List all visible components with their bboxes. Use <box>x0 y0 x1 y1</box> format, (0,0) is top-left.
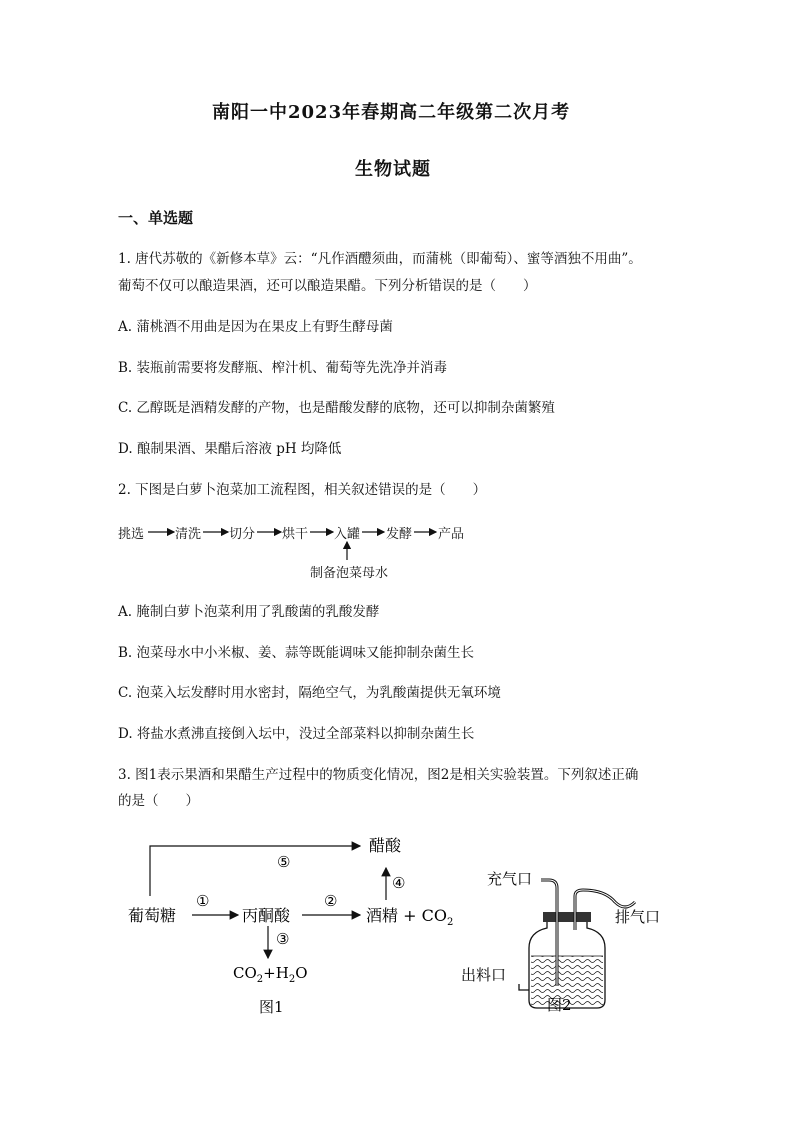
question-2-option-c[interactable]: C. 泡菜入坛发酵时用水密封，隔绝空气，为乳酸菌提供无氧环境 <box>118 685 501 701</box>
question-2-stem: 2. 下图是白萝卜泡菜加工流程图，相关叙述错误的是（ ） <box>118 482 487 498</box>
figure-2-caption: 图2 <box>547 996 572 1014</box>
label-products: $CO_2+H_2O$ <box>233 964 308 985</box>
flow-step-product: 产品 <box>438 527 465 542</box>
question-1-option-d[interactable]: D. 酿制果酒、果醋后溶液 pH 均降低 <box>118 441 342 457</box>
flow-step-ferment: 发酵 <box>386 527 413 542</box>
question-3-stem-line2: 的是（ ） <box>118 793 199 809</box>
label-acetic-acid: 醋酸 <box>369 836 402 855</box>
question-1-option-b[interactable]: B. 装瓶前需要将发酵瓶、榨汁机、葡萄等先洗净并消毒 <box>118 360 448 376</box>
question-2-option-b[interactable]: B. 泡菜母水中小米椒、姜、蒜等既能调味又能抑制杂菌生长 <box>118 645 475 661</box>
question-1-option-c[interactable]: C. 乙醇既是酒精发酵的产物，也是醋酸发酵的底物，还可以抑制杂菌繁殖 <box>118 400 555 416</box>
label-glucose: 葡萄糖 <box>128 906 177 925</box>
figure-1-metabolic-pathway <box>120 826 460 1036</box>
step-number-2: ② <box>324 892 338 910</box>
question-2-option-a[interactable]: A. 腌制白萝卜泡菜利用了乳酸菌的乳酸发酵 <box>118 604 380 620</box>
step-number-1: ① <box>196 892 210 910</box>
question-2-option-d[interactable]: D. 将盐水煮沸直接倒入坛中，没过全部菜料以抑制杂菌生长 <box>118 726 475 742</box>
figure-2-fermentation-apparatus <box>455 850 675 1040</box>
figure-1-caption: 图1 <box>259 998 284 1016</box>
step-number-3: ③ <box>276 930 290 948</box>
question-3-stem-line1: 3. 图1表示果酒和果醋生产过程中的物质变化情况，图2是相关实验装置。下列叙述正确 <box>118 767 639 783</box>
label-discharge-port: 出料口 <box>461 966 507 984</box>
flow-step-cut: 切分 <box>229 527 256 542</box>
rubber-stopper <box>543 912 591 922</box>
section-heading: 一、单选题 <box>118 209 194 227</box>
question-1-stem-line1: 1. 唐代苏敬的《新修本草》云：“凡作酒醴须曲，而蒲桃（即葡萄）、蜜等酒独不用曲”。 <box>118 251 642 267</box>
flow-step-jar: 入罐 <box>334 527 361 542</box>
step-number-5: ⑤ <box>277 853 291 871</box>
flow-step-wash: 清洗 <box>175 527 202 542</box>
label-pyruvate: 丙酮酸 <box>242 906 291 925</box>
flow-step-select: 挑选 <box>118 527 145 542</box>
page-title: 南阳一中2023年春期高二年级第二次月考 <box>212 102 571 123</box>
flow-input-brine: 制备泡菜母水 <box>310 566 389 581</box>
process-flow-diagram <box>118 518 478 588</box>
label-air-inlet: 充气口 <box>487 870 533 888</box>
page-subtitle: 生物试题 <box>355 159 431 180</box>
question-1-stem-line2: 葡萄不仅可以酿造果酒，还可以酿造果醋。下列分析错误的是（ ） <box>118 278 537 294</box>
question-1-option-a[interactable]: A. 蒲桃酒不用曲是因为在果皮上有野生酵母菌 <box>118 319 393 335</box>
step-number-4: ④ <box>392 874 406 892</box>
label-alcohol: 酒精 + $CO_2$ <box>366 906 454 928</box>
flow-step-dry: 烘干 <box>282 527 309 542</box>
label-air-outlet: 排气口 <box>615 908 661 926</box>
discharge-spout <box>519 984 529 990</box>
